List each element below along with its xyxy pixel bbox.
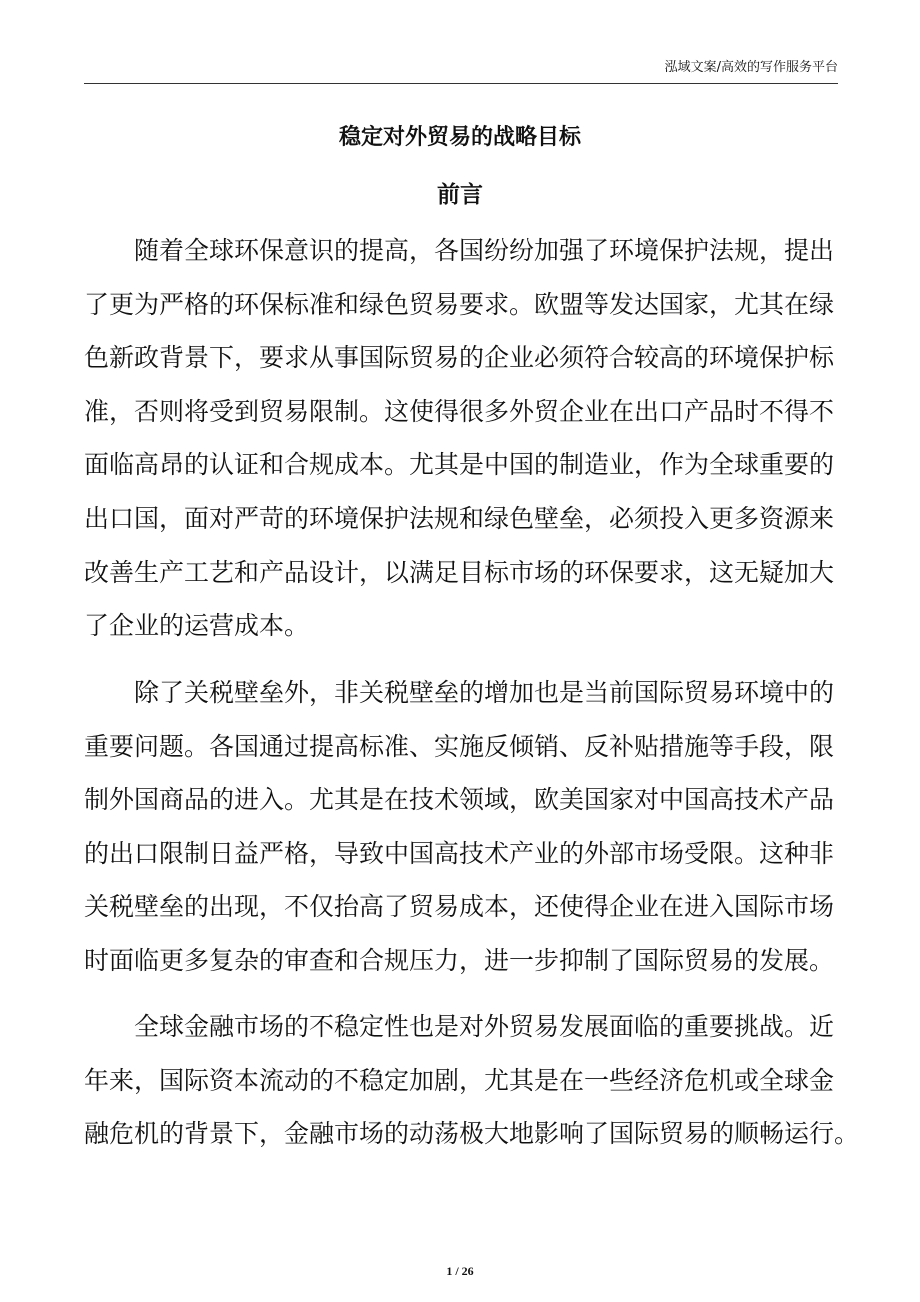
paragraph-line: 了企业的运营成本。: [84, 611, 310, 641]
paragraph-line: 重要问题。各国通过提高标准、实施反倾销、反补贴措施等手段，限: [84, 731, 835, 761]
paragraph-line: 年来，国际资本流动的不稳定加剧，尤其是在一些经济危机或全球金: [84, 1065, 835, 1095]
paragraph-line: 了更为严格的环保标准和绿色贸易要求。欧盟等发达国家，尤其在绿: [84, 289, 835, 319]
paragraph: [84, 224, 844, 653]
document-title: 稳定对外贸易的战略目标: [338, 125, 581, 150]
paragraph-line: 除了关税壁垒外，非关税壁垒的增加也是当前国际贸易环境中的: [134, 678, 835, 707]
paragraph-line: 改善生产工艺和产品设计，以满足目标市场的环保要求，这无疑加大: [84, 557, 835, 587]
paragraph: [84, 1000, 860, 1161]
paragraph: [84, 666, 844, 988]
paragraph-line: 面临高昂的认证和合规成本。尤其是中国的制造业，作为全球重要的: [84, 450, 835, 480]
paragraph-line: 全球金融市场的不稳定性也是对外贸易发展面临的重要挑战。近: [134, 1012, 835, 1041]
paragraph-line: 关税壁垒的出现，不仅抬高了贸易成本，还使得企业在进入国际市场: [84, 892, 835, 922]
paragraph-line: 随着全球环保意识的提高，各国纷纷加强了环境保护法规，提出: [134, 236, 835, 265]
paragraph-line: 出口国，面对严苛的环境保护法规和绿色壁垒，必须投入更多资源来: [84, 503, 835, 533]
paragraph-line: 的出口限制日益严格，导致中国高技术产业的外部市场受限。这种非: [84, 838, 835, 868]
paragraph-line: 色新政背景下，要求从事国际贸易的企业必须符合较高的环境保护标: [84, 343, 835, 373]
paragraph-line: 制外国商品的进入。尤其是在技术领域，欧美国家对中国高技术产品: [84, 785, 835, 815]
section-heading: 前言: [437, 182, 483, 208]
paragraph-line: 融危机的背景下，金融市场的动荡极大地影响了国际贸易的顺畅运行。: [84, 1119, 860, 1149]
paragraph-line: 时面临更多复杂的审查和合规压力，进一步抑制了国际贸易的发展。: [84, 945, 835, 975]
header-brand: 泓域文案/高效的写作服务平台: [664, 60, 838, 75]
header-divider: [84, 83, 838, 84]
paragraph-line: 准，否则将受到贸易限制。这使得很多外贸企业在出口产品时不得不: [84, 396, 835, 426]
page-number: 1 / 26: [446, 1264, 474, 1278]
